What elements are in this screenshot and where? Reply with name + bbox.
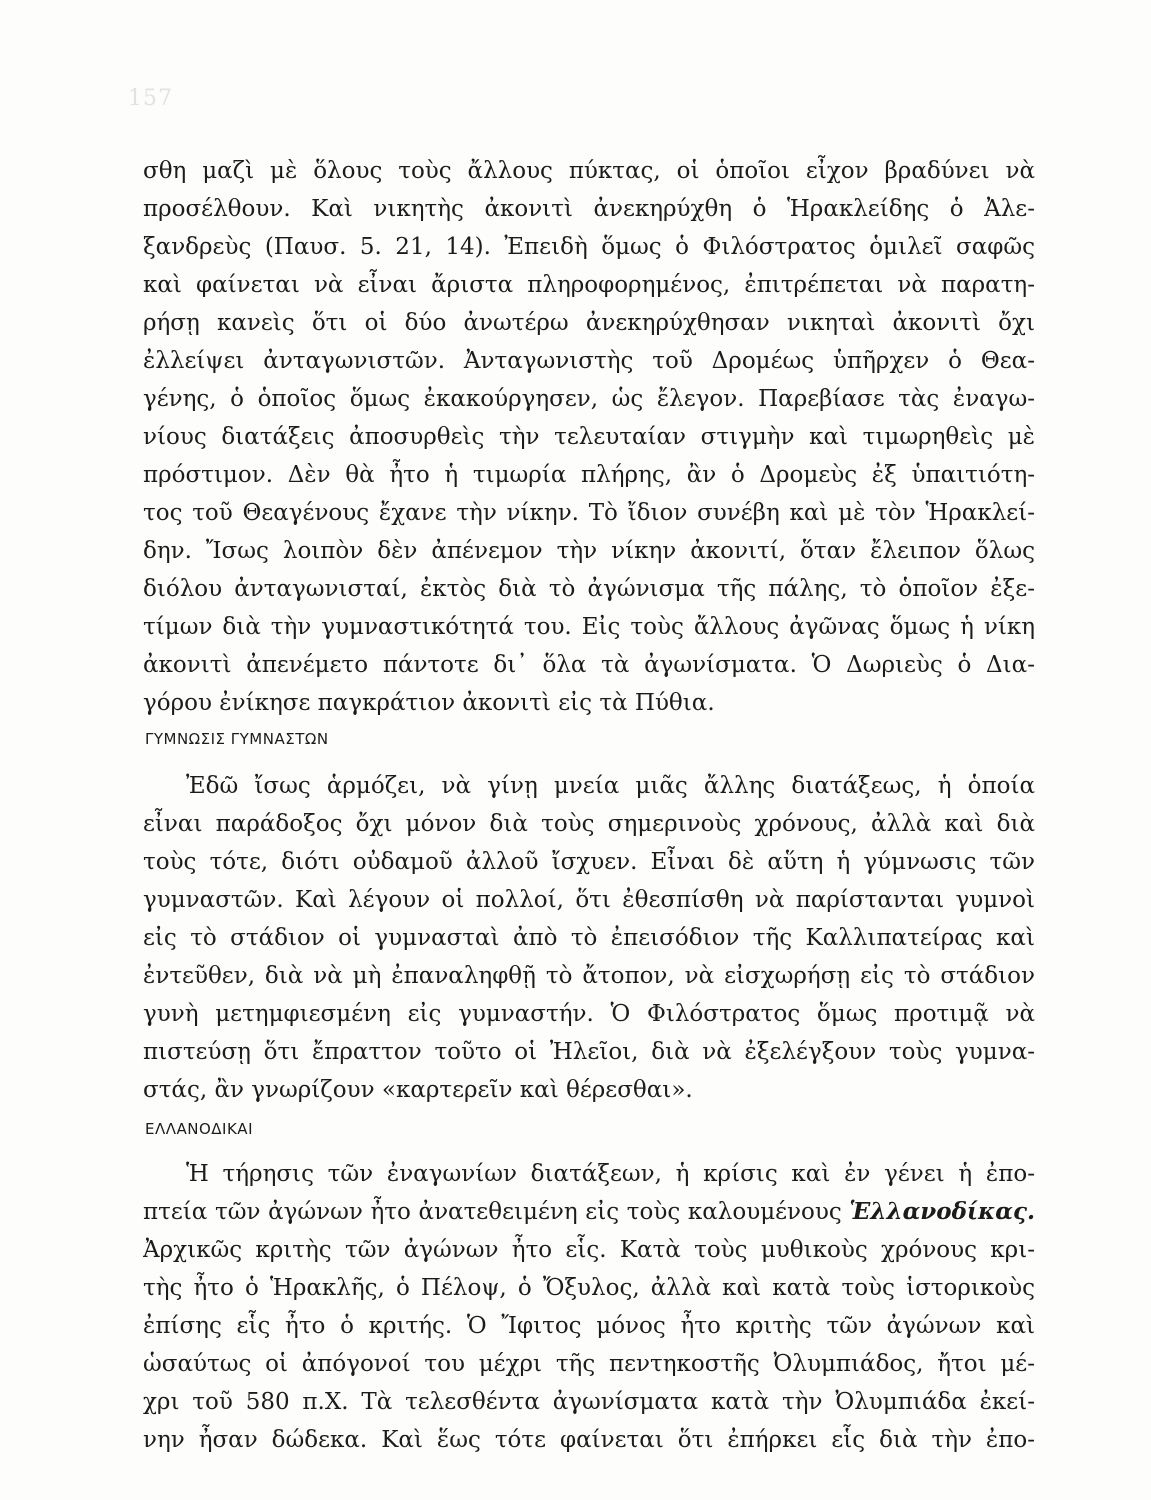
term-ellanodikas: Ἑλλανοδίκας. (849, 1198, 1035, 1225)
section-heading-ellanodikai: ΕΛΛΑΝΟΔΙΚΑΙ (145, 1120, 253, 1138)
text-line: Ἀρχικῶς κριτὴς τῶν ἀγώνων ἦτο εἷς. Κατὰ τοὺς μυθικοὺς χρόνους κρι- (143, 1237, 1035, 1263)
paragraph-ellanodikai (143, 1155, 1035, 1459)
text-line: ἐντεῦθεν, διὰ νὰ μὴ ἐπαναληφθῇ τὸ ἄτοπον, νὰ εἰσχωρήσῃ εἰς τὸ στάδιον (143, 963, 1035, 989)
text-line: ἀκονιτὶ ἀπενέμετο πάντοτε δι᾿ ὅλα τὰ ἀγωνίσματα. Ὁ Δωριεὺς ὁ Δια- (143, 652, 1035, 678)
text-line: τοὺς τότε, διότι οὐδαμοῦ ἀλλοῦ ἴσχυεν. Εἶναι δὲ αὕτη ἡ γύμνωσις τῶν (143, 849, 1035, 875)
text-line: ἐλλείψει ἀνταγωνιστῶν. Ἀνταγωνιστὴς τοῦ Δρομέως ὑπῆρχεν ὁ Θεα- (143, 348, 1035, 374)
paragraph-acoviti (143, 152, 1035, 722)
text-line: τίμων διὰ τὴν γυμναστικότητά του. Εἰς τοὺς ἄλλους ἀγῶνας ὅμως ἡ νίκη (143, 614, 1035, 640)
text-line: ὡσαύτως οἱ ἀπόγονοί του μέχρι τῆς πεντηκοστῆς Ὀλυμπιάδος, ἤτοι μέ- (143, 1351, 1035, 1377)
text-line: στάς, ἂν γνωρίζουν «καρτερεῖν καὶ θέρεσθαι». (143, 1077, 693, 1103)
text-line: σθη μαζὶ μὲ ὅλους τοὺς ἄλλους πύκτας, οἱ ὁποῖοι εἶχον βραδύνει νὰ (143, 158, 1035, 184)
text-line: Ἡ τήρησις τῶν ἐναγωνίων διατάξεων, ἡ κρίσις καὶ ἐν γένει ἡ ἐπο- (186, 1161, 1035, 1187)
section-heading-gymnosis: ΓΥΜΝΩΣΙΣ ΓΥΜΝΑΣΤΩΝ (145, 730, 329, 748)
text-line: γυνὴ μετημφιεσμένη εἰς γυμναστήν. Ὁ Φιλόστρατος ὅμως προτιμᾷ νὰ (143, 1001, 1035, 1027)
text-line: γένης, ὁ ὁποῖος ὅμως ἐκακούργησεν, ὡς ἔλεγον. Παρεβίασε τὰς ἐναγω- (143, 386, 1035, 412)
text-line: πιστεύσῃ ὅτι ἔπραττον τοῦτο οἱ Ἠλεῖοι, διὰ νὰ ἐξελέγξουν τοὺς γυμνα- (143, 1039, 1035, 1065)
text-line: χρι τοῦ 580 π.Χ. Τὰ τελεσθέντα ἀγωνίσματα κατὰ τὴν Ὀλυμπιάδα ἐκεί- (143, 1389, 1035, 1415)
text-line: τὴς ἦτο ὁ Ἡρακλῆς, ὁ Πέλοψ, ὁ Ὄξυλος, ἀλλὰ καὶ κατὰ τοὺς ἱστορικοὺς (143, 1275, 1035, 1301)
text-line: καὶ φαίνεται νὰ εἶναι ἄριστα πληροφορημένος, ἐπιτρέπεται νὰ παρατη- (143, 272, 1035, 298)
text-line: νίους διατάξεις ἀποσυρθεὶς τὴν τελευταίαν στιγμὴν καὶ τιμωρηθεὶς μὲ (143, 424, 1035, 450)
text-line: πρόστιμον. Δὲν θὰ ἦτο ἡ τιμωρία πλήρης, ἂν ὁ Δρομεὺς ἐξ ὑπαιτιότη- (143, 462, 1035, 488)
text-line: εἰς τὸ στάδιον οἱ γυμνασταὶ ἀπὸ τὸ ἐπεισόδιον τῆς Καλλιπατείρας καὶ (143, 925, 1035, 951)
text-line: γυμναστῶν. Καὶ λέγουν οἱ πολλοί, ὅτι ἐθεσπίσθη νὰ παρίστανται γυμνοὶ (143, 887, 1035, 913)
text-line: διόλου ἀνταγωνισταί, ἐκτὸς διὰ τὸ ἀγώνισμα τῆς πάλης, τὸ ὁποῖον ἐξε- (143, 576, 1035, 602)
text-line (143, 1193, 1035, 1231)
text-line: νην ἦσαν δώδεκα. Καὶ ἕως τότε φαίνεται ὅτι ἐπήρκει εἷς διὰ τὴν ἐπο- (143, 1427, 1035, 1453)
text-line: προσέλθουν. Καὶ νικητὴς ἀκονιτὶ ἀνεκηρύχθη ὁ Ἡρακλείδης ὁ Ἀλε- (143, 196, 1035, 222)
text-line: εἶναι παράδοξος ὄχι μόνον διὰ τοὺς σημερινοὺς χρόνους, ἀλλὰ καὶ διὰ (143, 811, 1035, 837)
text-line: δην. Ἴσως λοιπὸν δὲν ἀπένεμον τὴν νίκην ἀκονιτί, ὅταν ἔλειπον ὅλως (143, 538, 1035, 564)
text-line: τος τοῦ Θεαγένους ἔχανε τὴν νίκην. Τὸ ἴδιον συνέβη καὶ μὲ τὸν Ἡρακλεί- (143, 500, 1035, 526)
page-number: 157 (128, 86, 173, 111)
text-line: γόρου ἐνίκησε παγκράτιον ἀκονιτὶ εἰς τὰ Πύθια. (143, 690, 715, 716)
text-line: ἐπίσης εἷς ἦτο ὁ κριτής. Ὁ Ἴφιτος μόνος ἦτο κριτὴς τῶν ἀγώνων καὶ (143, 1313, 1035, 1339)
text-line-part: πτεία τῶν ἀγώνων ἦτο ἀνατεθειμένη εἰς τοὺς καλουμένους (143, 1199, 842, 1225)
paragraph-gymnosis (143, 767, 1035, 1109)
text-line: ρήσῃ κανεὶς ὅτι οἱ δύο ἀνωτέρω ἀνεκηρύχθησαν νικηταὶ ἀκονιτὶ ὄχι (143, 310, 1035, 336)
text-line: Ἐδῶ ἴσως ἁρμόζει, νὰ γίνῃ μνεία μιᾶς ἄλλης διατάξεως, ἡ ὁποία (186, 773, 1035, 799)
text-line: ξανδρεὺς (Παυσ. 5. 21, 14). Ἐπειδὴ ὅμως ὁ Φιλόστρατος ὁμιλεῖ σαφῶς (143, 234, 1035, 260)
